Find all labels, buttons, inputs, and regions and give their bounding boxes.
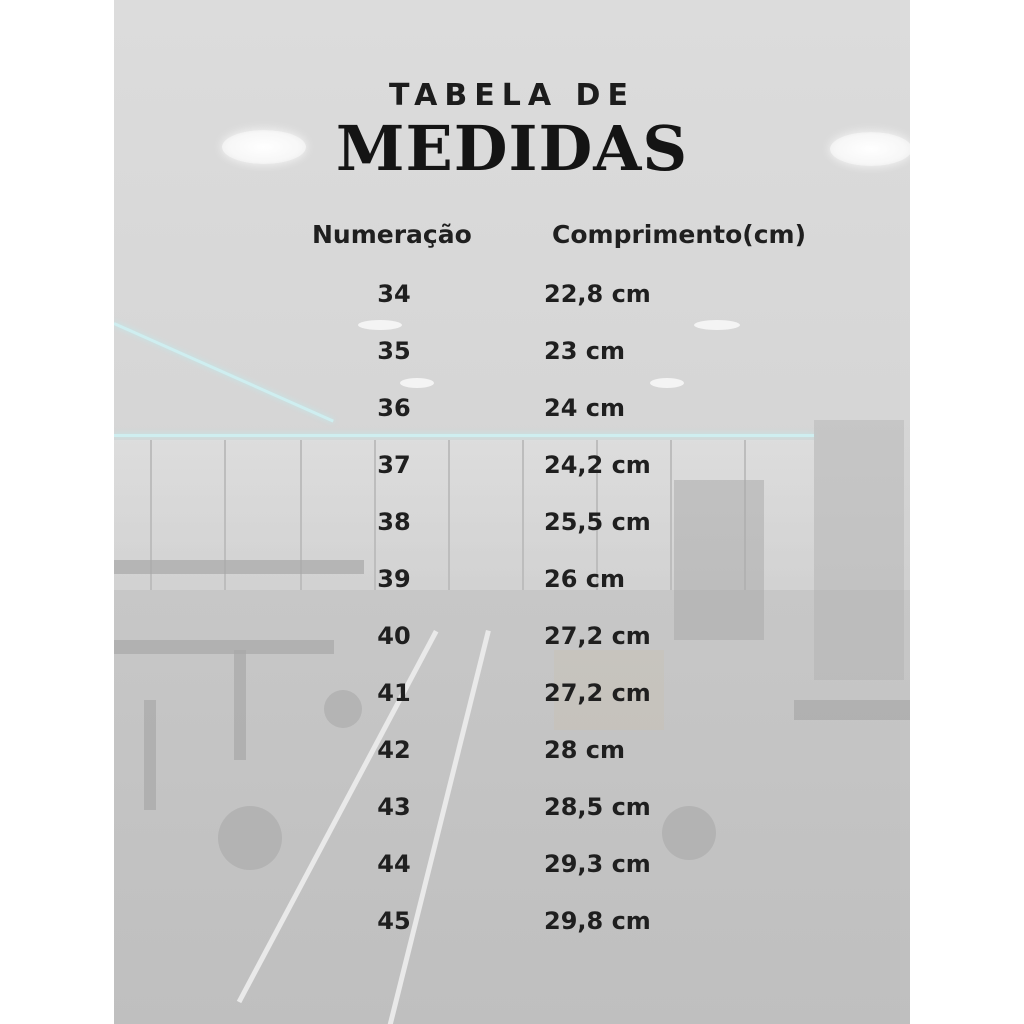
size-cell: 45 (377, 907, 411, 935)
length-cell: 29,3 cm (544, 850, 651, 878)
length-cell: 24,2 cm (544, 451, 651, 479)
length-cell: 23 cm (544, 337, 625, 365)
size-cell: 34 (377, 280, 411, 308)
size-cell: 37 (377, 451, 411, 479)
length-cell: 24 cm (544, 394, 625, 422)
size-cell: 42 (377, 736, 411, 764)
size-cell: 38 (377, 508, 411, 536)
table-row (114, 736, 910, 776)
length-cell: 29,8 cm (544, 907, 651, 935)
size-cell: 35 (377, 337, 411, 365)
size-cell: 39 (377, 565, 411, 593)
table-row (114, 280, 910, 320)
table-row (114, 622, 910, 662)
ceiling-lamp (694, 320, 740, 330)
length-cell: 28 cm (544, 736, 625, 764)
length-cell: 28,5 cm (544, 793, 651, 821)
size-cell: 36 (377, 394, 411, 422)
table-row (114, 907, 910, 947)
length-cell: 25,5 cm (544, 508, 651, 536)
column-header-length: Comprimento(cm) (552, 220, 807, 249)
table-row (114, 451, 910, 491)
size-cell: 41 (377, 679, 411, 707)
ceiling-lamp (400, 378, 434, 388)
size-chart-poster (114, 0, 910, 1024)
table-row (114, 850, 910, 890)
weight-machine (674, 480, 764, 640)
neon-light-strip (114, 434, 814, 437)
table-row (114, 394, 910, 434)
title-line1: TABELA DE (389, 78, 635, 113)
table-row (114, 565, 910, 605)
size-cell: 44 (377, 850, 411, 878)
table-row (114, 337, 910, 377)
ceiling-lamp (358, 320, 402, 330)
size-cell: 43 (377, 793, 411, 821)
table-row (114, 508, 910, 548)
length-cell: 27,2 cm (544, 622, 651, 650)
size-cell: 40 (377, 622, 411, 650)
table-row (114, 679, 910, 719)
column-header-size: Numeração (312, 220, 472, 249)
page-title: MEDIDAS (335, 112, 689, 185)
length-cell: 22,8 cm (544, 280, 651, 308)
ceiling-lamp (650, 378, 684, 388)
table-row (114, 793, 910, 833)
length-cell: 27,2 cm (544, 679, 651, 707)
length-cell: 26 cm (544, 565, 625, 593)
